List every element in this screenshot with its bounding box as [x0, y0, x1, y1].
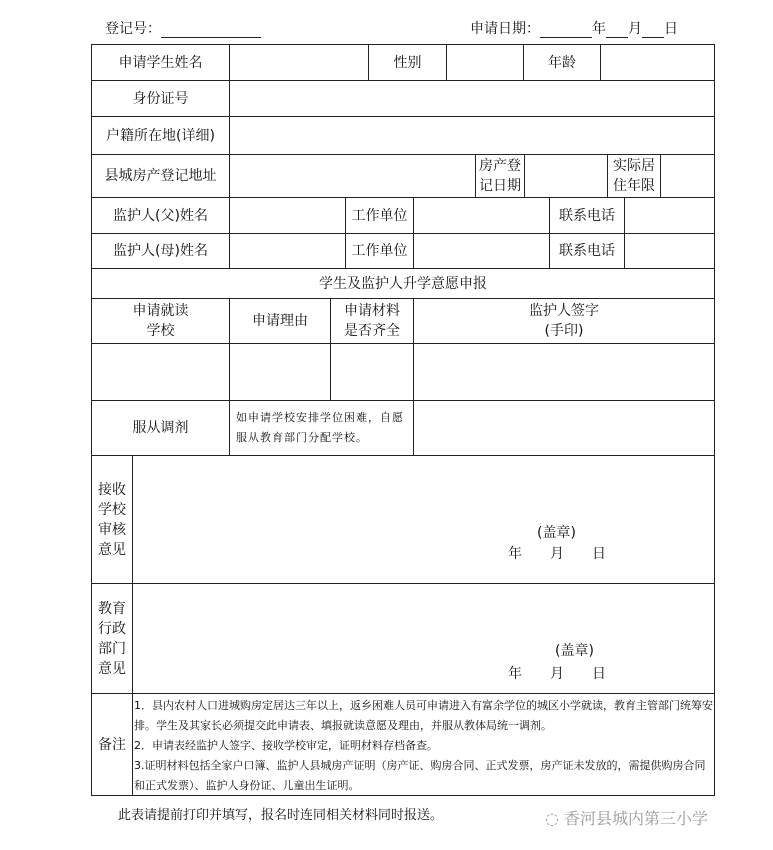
apply-reason-label: 申请理由 — [229, 298, 331, 344]
id-number-field[interactable] — [229, 80, 715, 117]
father-name-field[interactable] — [229, 197, 346, 234]
guardian-sign-label — [413, 298, 715, 344]
mother-work-field[interactable] — [413, 233, 550, 269]
father-work-field[interactable] — [413, 197, 550, 234]
obey-sign-field[interactable] — [413, 400, 715, 456]
mother-phone-label: 联系电话 — [549, 233, 625, 269]
wechat-icon: ◌ — [545, 809, 565, 828]
gender-label: 性别 — [368, 44, 447, 81]
guardian-sign-field[interactable] — [413, 343, 715, 401]
edu-seal: (盖章) — [555, 643, 594, 659]
edu-date: 年 月 日 — [508, 666, 606, 682]
obey-label: 服从调剂 — [91, 400, 230, 456]
school-review-label: 接收学校审核意见 — [91, 455, 133, 584]
apply-reason-field[interactable] — [229, 343, 331, 401]
edu-review-field[interactable] — [132, 583, 715, 694]
school-review-field[interactable] — [132, 455, 715, 584]
school-seal: (盖章) — [537, 525, 576, 541]
property-address-field[interactable] — [229, 154, 476, 198]
guardian-sign-text: 监护人签字 — [529, 303, 599, 319]
mother-name-field[interactable] — [229, 233, 346, 269]
mother-phone-field[interactable] — [624, 233, 715, 269]
father-phone-label: 联系电话 — [549, 197, 625, 234]
property-date-field[interactable] — [524, 154, 608, 198]
property-address-label: 县城房产登记地址 — [91, 154, 230, 198]
note-1: 1．县内农村人口进城购房定居达三年以上，返乡困难人员可申请进入有富余学位的城区小学就读，教育主管部门统筹安排。学生及其家长必须提交此申请表、填报就读意愿及理由，并服从教体局统一调剂。 — [134, 699, 713, 732]
property-date-label: 房产登记日期 — [475, 154, 525, 198]
apply-school-field[interactable] — [91, 343, 230, 401]
mother-name-label: 监护人(母)姓名 — [91, 233, 230, 269]
sign-note: (手印) — [544, 323, 584, 339]
residence-years-label: 实际居住年限 — [607, 154, 661, 198]
materials-field[interactable] — [330, 343, 414, 401]
student-name-label: 申请学生姓名 — [91, 44, 230, 81]
hukou-field[interactable] — [229, 116, 715, 155]
father-work-label: 工作单位 — [345, 197, 414, 234]
edu-review-label: 教育行政部门意见 — [91, 583, 133, 694]
mother-work-label: 工作单位 — [345, 233, 414, 269]
footer-note: 此表请提前打印并填写，报名时连同相关材料同时报送。 — [118, 808, 444, 823]
section-title: 学生及监护人升学意愿申报 — [91, 268, 715, 299]
gender-field[interactable] — [446, 44, 524, 81]
remarks-notes — [134, 696, 714, 796]
student-name-field[interactable] — [229, 44, 369, 81]
note-3: 3.证明材料包括全家户口簿、监护人县城房产证明（房产证、购房合同、正式发票，房产证未发放的，需提供购房合同和正式发票）、监护人身份证、儿童出生证明。 — [134, 759, 706, 792]
id-number-label: 身份证号 — [91, 80, 230, 117]
apply-date-label: 申请日期： 年 月 日 — [470, 21, 678, 37]
age-label: 年龄 — [523, 44, 601, 81]
obey-text: 如申请学校安排学位困难，自愿服从教育部门分配学校。 — [229, 400, 414, 456]
hukou-label: 户籍所在地(详细) — [91, 116, 230, 155]
apply-school-label: 申请就读学校 — [91, 298, 230, 344]
residence-years-field[interactable] — [660, 154, 715, 198]
watermark: ◌ 香河县城内第三小学 — [545, 809, 709, 828]
school-date: 年 月 日 — [508, 546, 606, 562]
materials-label: 申请材料是否齐全 — [330, 298, 414, 344]
note-2: 2．申请表经监护人签字、接收学校审定，证明材料存档备查。 — [134, 739, 438, 752]
age-field[interactable] — [600, 44, 715, 81]
father-phone-field[interactable] — [624, 197, 715, 234]
remarks-label: 备注 — [91, 693, 133, 796]
father-name-label: 监护人(父)姓名 — [91, 197, 230, 234]
reg-number-label: 登记号： — [105, 18, 261, 38]
